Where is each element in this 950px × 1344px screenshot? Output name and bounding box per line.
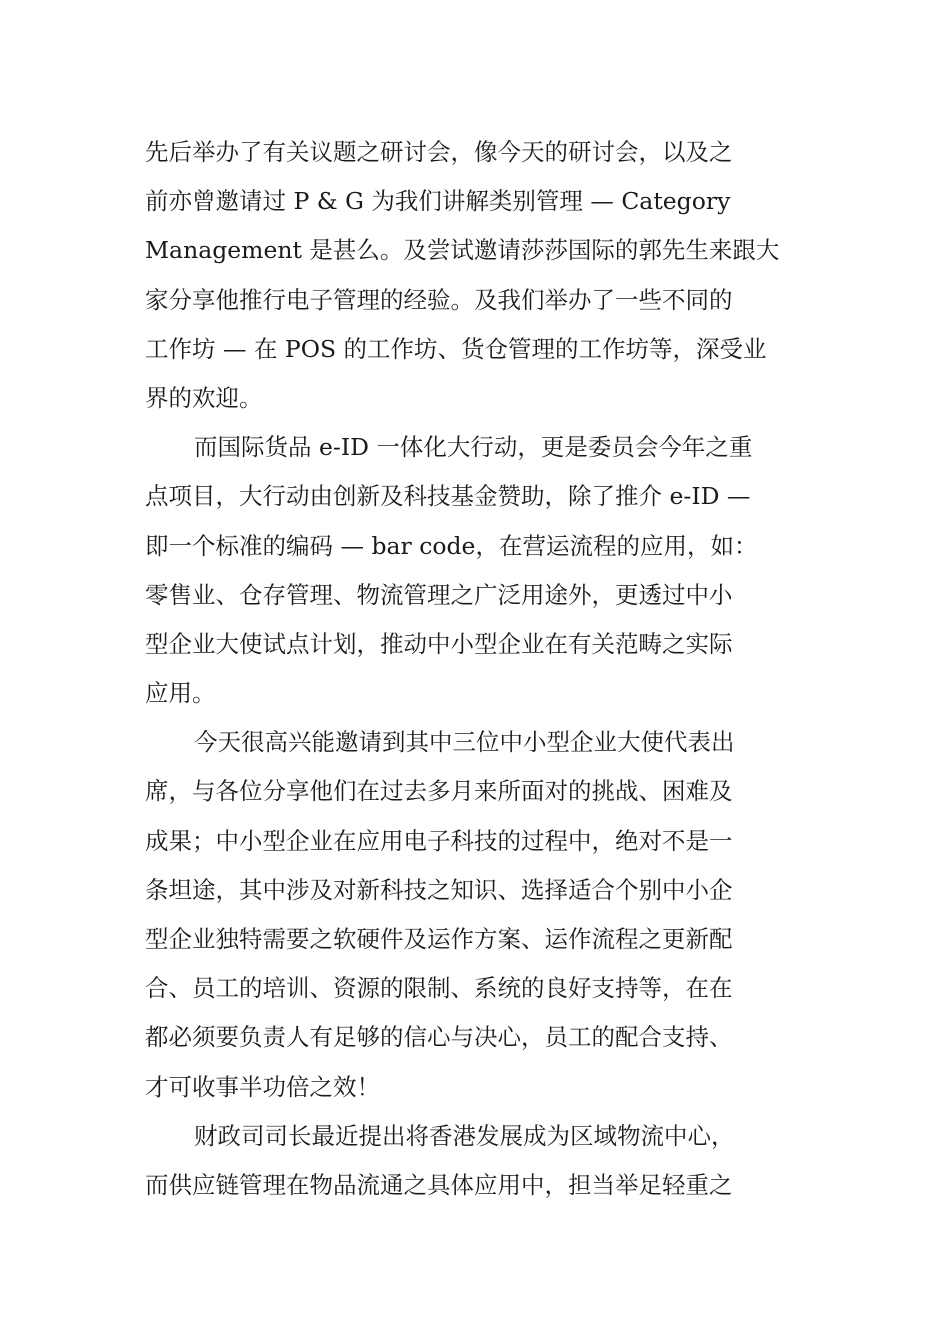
text-line: 财政司司长最近提出将香港发展成为区域物流中心，	[194, 1121, 735, 1150]
text-line: 家分享他推行电子管理的经验。及我们举办了一些不同的	[145, 285, 733, 314]
text-line: 成果；中小型企业在应用电子科技的过程中，绝对不是一	[145, 826, 733, 855]
text-line: 都必须要负责人有足够的信心与决心，员工的配合支持、	[145, 1023, 733, 1052]
text-line: Management 是甚么。及尝试邀请莎莎国际的郭先生来跟大	[145, 236, 780, 265]
text-line: 零售业、仓存管理、物流管理之广泛用途外，更透过中小	[145, 580, 733, 609]
text-line: 先后举办了有关议题之研讨会，像今天的研讨会，以及之	[145, 138, 733, 166]
text-line: 而国际货品 e-ID 一体化大行动，更是委员会今年之重	[194, 433, 753, 462]
text-line: 界的欢迎。	[145, 383, 263, 412]
text-line: 型企业独特需要之软硬件及运作方案、运作流程之更新配	[145, 925, 733, 953]
text-line: 而供应链管理在物品流通之具体应用中，担当举足轻重之	[145, 1170, 733, 1199]
text-line: 应用。	[145, 679, 216, 708]
text-line: 今天很高兴能邀请到其中三位中小型企业大使代表出	[194, 728, 735, 757]
text-line: 即一个标准的编码 — bar code，在营运流程的应用，如：	[145, 531, 758, 560]
text-line: 型企业大使试点计划，推动中小型企业在有关范畴之实际	[145, 629, 733, 658]
text-line: 席，与各位分享他们在过去多月来所面对的挑战、困难及	[145, 777, 733, 806]
text-line: 合、员工的培训、资源的限制、系统的良好支持等，在在	[145, 974, 733, 1003]
text-line: 前亦曾邀请过 P & G 为我们讲解类别管理 — Category	[145, 187, 731, 216]
document-body	[145, 128, 820, 1210]
text-line: 点项目，大行动由创新及科技基金赞助，除了推介 e-ID —	[145, 482, 751, 511]
text-line: 工作坊 — 在 POS 的工作坊、货仓管理的工作坊等，深受业	[145, 334, 767, 363]
text-line: 条坦途，其中涉及对新科技之知识、选择适合个别中小企	[145, 875, 733, 904]
text-line: 才可收事半功倍之效！	[145, 1072, 380, 1101]
